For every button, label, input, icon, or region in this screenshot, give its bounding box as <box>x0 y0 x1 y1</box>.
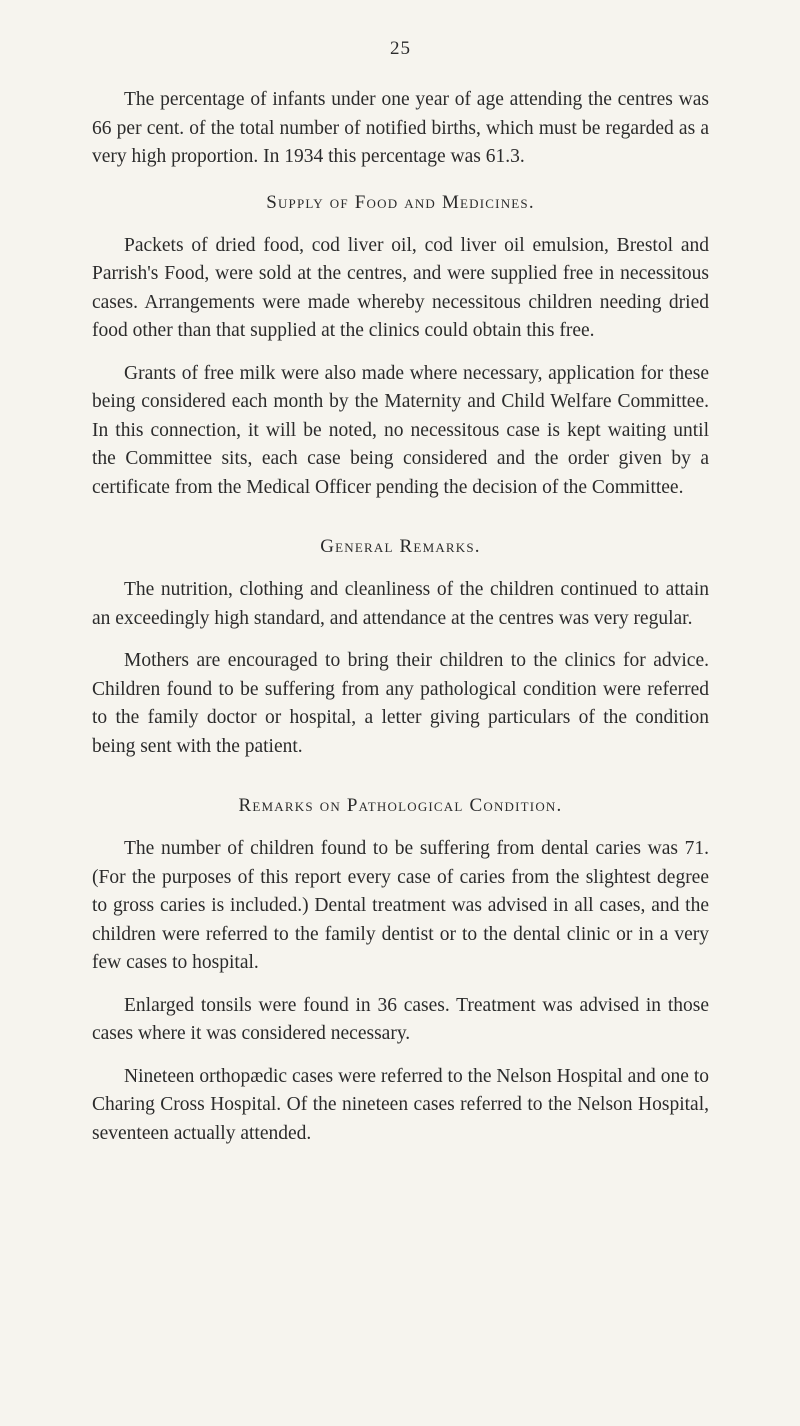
general-paragraph-1: The nutrition, clothing and cleanliness of the children continued to attain an exceedingly high standard, and attendance at the centres was very regular. <box>92 579 709 629</box>
supply-paragraph-1: Packets of dried food, cod liver oil, cod liver oil emulsion, Brestol and Parrish's Food, were sold at the centres, and were supplied free in necessitous cases. Arrangements were made whereby necessitous children needing dried food other than that supplied at the clinics could obtain this free. <box>92 234 709 341</box>
intro-paragraph: The percentage of infants under one year of age attending the centres was 66 per cent. of the total number of notified births, which must be regarded as a very high proportion. In 1934 this percentage was 61.3. <box>92 89 709 167</box>
general-remarks-heading: General Remarks. <box>320 536 481 557</box>
pathological-paragraph-1: The number of children found to be suffering from dental caries was 71. (For the purposes of this report every case of caries from the slightest degree to gross caries is included.) Dental treatment was advised in all cases, and the children were referred to the family dentist or to the dental clinic or in a very few cases to hospital. <box>92 838 709 973</box>
page-number: 25 <box>390 38 411 59</box>
pathological-paragraph-2: Enlarged tonsils were found in 36 cases. Treatment was advised in those cases where it was considered necessary. <box>92 994 709 1044</box>
general-paragraph-2: Mothers are encouraged to bring their children to the clinics for advice. Children found to be suffering from any pathological condition were referred to the family doctor or hospital, a letter giving particulars of the condition being sent with the patient. <box>92 650 709 757</box>
pathological-paragraph-3: Nineteen orthopædic cases were referred to the Nelson Hospital and one to Charing Cross Hospital. Of the nineteen cases referred to the Nelson Hospital, seventeen actually attended. <box>92 1065 709 1144</box>
supply-heading: Supply of Food and Medicines. <box>266 191 535 213</box>
pathological-heading: Remarks on Pathological Condition. <box>238 795 563 816</box>
document-page <box>92 38 709 1162</box>
supply-paragraph-2: Grants of free milk were also made where necessary, application for these being considered each month by the Maternity and Child Welfare Committee. In this connection, it will be noted, no necessitous case is kept waiting until the Committee sits, each case being considered and the order given by a certificate from the Medical Officer pending the decision of the Committee. <box>92 362 709 498</box>
